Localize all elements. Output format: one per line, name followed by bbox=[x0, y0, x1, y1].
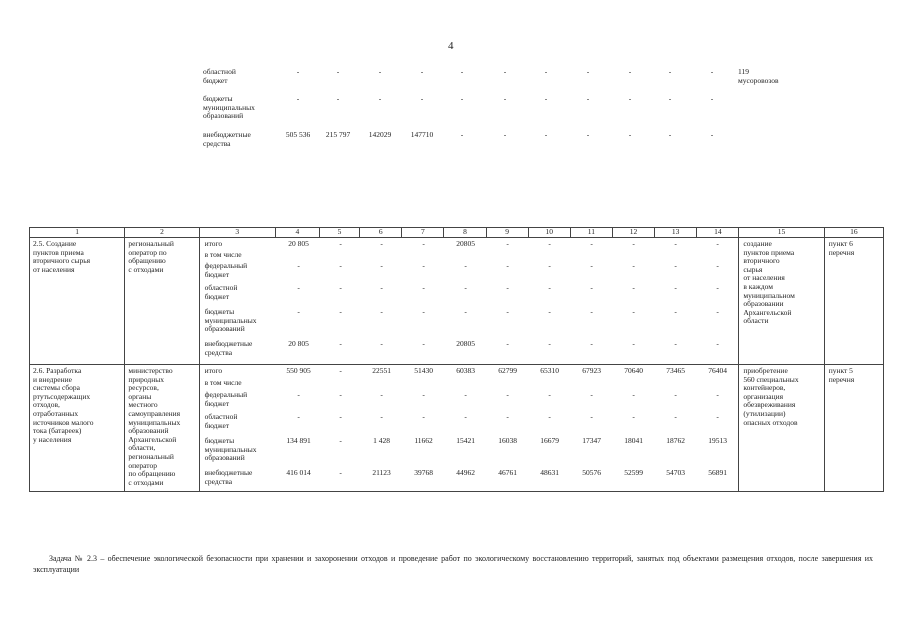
funding-value: - bbox=[716, 239, 719, 248]
continuation-value: 147710 bbox=[410, 130, 434, 139]
funding-lines bbox=[199, 238, 739, 365]
funding-line bbox=[200, 338, 739, 364]
funding-value: - bbox=[297, 412, 300, 421]
funding-value: 46761 bbox=[498, 468, 517, 477]
event-name bbox=[30, 238, 125, 365]
funding-value: - bbox=[380, 261, 383, 270]
column-header: 10 bbox=[528, 228, 570, 238]
funding-value: - bbox=[422, 283, 425, 292]
funding-value: 416 014 bbox=[286, 468, 311, 477]
funding-line bbox=[200, 435, 739, 467]
continuation-value: - bbox=[668, 130, 672, 139]
event-name-text: 2.6. Разработка и внедрение системы сбора ртутьсодержащих отходов, отработанных источников малого тока (батареек) у населения bbox=[33, 366, 94, 444]
funding-value: - bbox=[297, 390, 300, 399]
funding-line bbox=[200, 411, 739, 435]
funding-value: - bbox=[632, 239, 635, 248]
funding-source-label: внебюджетные средства bbox=[204, 339, 253, 357]
funding-value: - bbox=[422, 261, 425, 270]
funding-value: - bbox=[674, 283, 677, 292]
executor-text: региональный оператор по обращению с отходами bbox=[128, 239, 174, 274]
column-header: 7 bbox=[402, 228, 444, 238]
continuation-value: - bbox=[586, 67, 590, 76]
continuation-value: - bbox=[710, 67, 714, 76]
event-name-text: 2.5. Создание пунктов приема вторичного сырья от населения bbox=[33, 239, 91, 274]
funding-value: - bbox=[464, 390, 467, 399]
funding-value: - bbox=[674, 239, 677, 248]
funding-value: - bbox=[422, 239, 425, 248]
funding-value: 73465 bbox=[666, 366, 685, 375]
continuation-value: 142029 bbox=[368, 130, 392, 139]
funding-value: 21123 bbox=[372, 468, 391, 477]
table-row bbox=[30, 238, 884, 365]
continuation-value: - bbox=[460, 67, 464, 76]
funding-value: - bbox=[590, 412, 593, 421]
funding-value: - bbox=[716, 307, 719, 316]
funding-value: - bbox=[590, 390, 593, 399]
funding-value: - bbox=[590, 307, 593, 316]
funding-value: 56891 bbox=[708, 468, 727, 477]
funding-source-label: областной бюджет bbox=[204, 283, 238, 301]
funding-value: 54703 bbox=[666, 468, 685, 477]
event-name bbox=[30, 365, 125, 492]
column-header: 2 bbox=[125, 228, 199, 238]
funding-value: 50576 bbox=[582, 468, 601, 477]
funding-value: 550 905 bbox=[286, 366, 311, 375]
funding-value: - bbox=[632, 339, 635, 348]
column-header: 13 bbox=[655, 228, 697, 238]
funding-value: - bbox=[380, 239, 383, 248]
funding-value: - bbox=[716, 390, 719, 399]
continuation-value: - bbox=[503, 94, 507, 103]
page-number: 4 bbox=[448, 40, 454, 52]
continuation-value: - bbox=[378, 67, 382, 76]
funding-value: - bbox=[339, 412, 342, 421]
list-reference bbox=[824, 365, 883, 492]
funding-value: - bbox=[590, 239, 593, 248]
expected-result bbox=[739, 365, 824, 492]
funding-value: - bbox=[506, 239, 509, 248]
funding-value: - bbox=[380, 283, 383, 292]
funding-value: - bbox=[590, 339, 593, 348]
funding-source-label: федеральный бюджет bbox=[204, 261, 248, 279]
column-header: 8 bbox=[444, 228, 486, 238]
funding-value: 16679 bbox=[540, 436, 559, 445]
column-header: 16 bbox=[824, 228, 883, 238]
column-header: 6 bbox=[360, 228, 402, 238]
column-header: 11 bbox=[570, 228, 612, 238]
funding-value: 18041 bbox=[624, 436, 643, 445]
expected-result-text: создание пунктов приема вторичного сырья от населения в каждом муниципальном образовании Архангельской области bbox=[743, 239, 795, 326]
funding-value: 51430 bbox=[414, 366, 433, 375]
continuation-value: - bbox=[378, 94, 382, 103]
funding-value: 17347 bbox=[582, 436, 601, 445]
funding-source-label: внебюджетные средства bbox=[204, 468, 253, 486]
funding-value: - bbox=[464, 283, 467, 292]
funding-value: 134 891 bbox=[286, 436, 311, 445]
continuation-value: - bbox=[544, 94, 548, 103]
funding-value: - bbox=[464, 412, 467, 421]
funding-value: 67923 bbox=[582, 366, 601, 375]
funding-value: 11662 bbox=[414, 436, 433, 445]
funding-line bbox=[200, 260, 739, 282]
funding-value: - bbox=[674, 339, 677, 348]
funding-value: - bbox=[548, 239, 551, 248]
column-header: 3 bbox=[199, 228, 275, 238]
column-header: 9 bbox=[486, 228, 528, 238]
continuation-value: - bbox=[586, 130, 590, 139]
funding-line bbox=[200, 377, 739, 389]
header-row bbox=[30, 228, 884, 238]
funding-value: - bbox=[506, 283, 509, 292]
funding-value: - bbox=[548, 390, 551, 399]
funding-value: - bbox=[422, 339, 425, 348]
funding-value: - bbox=[548, 339, 551, 348]
continuation-value: - bbox=[628, 130, 632, 139]
funding-value: 48631 bbox=[540, 468, 559, 477]
funding-value: - bbox=[422, 307, 425, 316]
funding-line bbox=[200, 306, 739, 338]
funding-source-label: в том числе bbox=[204, 378, 242, 387]
funding-value: - bbox=[590, 283, 593, 292]
expected-result-text: приобретение 560 специальных контейнеров, организация обезвреживания (утилизации) опасных отходов bbox=[743, 366, 799, 427]
continuation-value: - bbox=[336, 94, 340, 103]
list-reference bbox=[824, 238, 883, 365]
funding-value: - bbox=[464, 307, 467, 316]
funding-line bbox=[200, 249, 739, 260]
continuation-value: - bbox=[460, 130, 464, 139]
funding-line bbox=[200, 389, 739, 411]
continuation-note: 119 мусоровозов bbox=[738, 67, 779, 85]
continuation-value: - bbox=[503, 130, 507, 139]
funding-value: - bbox=[380, 339, 383, 348]
funding-value: - bbox=[339, 436, 342, 445]
funding-value: 39768 bbox=[414, 468, 433, 477]
funding-value: - bbox=[632, 283, 635, 292]
funding-source-label: итого bbox=[204, 239, 223, 248]
funding-value: - bbox=[674, 307, 677, 316]
executor-text: министерство природных ресурсов, органы местного самоуправления муниципальных образований Архангельской области, региональный оператор по обращению с отходами bbox=[128, 366, 181, 487]
funding-value: - bbox=[339, 307, 342, 316]
funding-value: 19513 bbox=[708, 436, 727, 445]
funding-value: - bbox=[506, 307, 509, 316]
funding-value: - bbox=[464, 261, 467, 270]
funding-line bbox=[200, 467, 739, 491]
funding-value: - bbox=[380, 412, 383, 421]
funding-value: - bbox=[506, 261, 509, 270]
funding-value: 44962 bbox=[456, 468, 475, 477]
funding-value: - bbox=[590, 261, 593, 270]
column-header: 12 bbox=[612, 228, 654, 238]
funding-value: - bbox=[339, 283, 342, 292]
continuation-value: - bbox=[628, 67, 632, 76]
funding-value: 15421 bbox=[456, 436, 475, 445]
funding-value: - bbox=[339, 261, 342, 270]
funding-source-label: в том числе bbox=[204, 250, 242, 259]
funding-source-label: итого bbox=[204, 366, 223, 375]
funding-source-label: областной бюджет bbox=[204, 412, 238, 430]
continuation-row-label: областной бюджет bbox=[203, 67, 236, 85]
funding-value: - bbox=[506, 390, 509, 399]
funding-value: 65310 bbox=[540, 366, 559, 375]
funding-value: - bbox=[548, 412, 551, 421]
funding-value: 76404 bbox=[708, 366, 727, 375]
continuation-value: - bbox=[710, 130, 714, 139]
financing-table bbox=[29, 227, 884, 492]
column-header: 4 bbox=[275, 228, 319, 238]
funding-line bbox=[200, 282, 739, 306]
continuation-value: - bbox=[544, 67, 548, 76]
funding-value: - bbox=[632, 307, 635, 316]
funding-value: - bbox=[422, 390, 425, 399]
funding-value: - bbox=[297, 261, 300, 270]
continuation-value: - bbox=[710, 94, 714, 103]
funding-value: - bbox=[716, 339, 719, 348]
funding-value: 20805 bbox=[456, 339, 475, 348]
column-header: 5 bbox=[319, 228, 359, 238]
funding-value: - bbox=[339, 390, 342, 399]
funding-value: - bbox=[548, 283, 551, 292]
continuation-value: - bbox=[420, 94, 424, 103]
funding-value: 52599 bbox=[624, 468, 643, 477]
funding-value: 20805 bbox=[456, 239, 475, 248]
funding-value: - bbox=[716, 412, 719, 421]
column-header: 15 bbox=[739, 228, 824, 238]
funding-value: - bbox=[674, 412, 677, 421]
funding-value: - bbox=[548, 261, 551, 270]
funding-value: - bbox=[506, 412, 509, 421]
funding-value: - bbox=[339, 468, 342, 477]
funding-value: - bbox=[548, 307, 551, 316]
continuation-value: - bbox=[296, 67, 300, 76]
funding-value: - bbox=[506, 339, 509, 348]
list-reference-text: пункт 6 перечня bbox=[828, 239, 855, 257]
funding-value: 20 805 bbox=[288, 339, 309, 348]
continuation-value: - bbox=[460, 94, 464, 103]
funding-value: - bbox=[674, 390, 677, 399]
funding-value: 1 428 bbox=[373, 436, 391, 445]
continuation-value: - bbox=[420, 67, 424, 76]
continuation-value: - bbox=[668, 94, 672, 103]
executor bbox=[125, 365, 199, 492]
table-row bbox=[30, 365, 884, 492]
funding-value: 22551 bbox=[372, 366, 391, 375]
continuation-value: - bbox=[503, 67, 507, 76]
funding-source-label: бюджеты муниципальных образований bbox=[204, 436, 257, 463]
continuation-row-label: бюджеты муниципальных образований bbox=[203, 94, 255, 121]
funding-source-label: федеральный бюджет bbox=[204, 390, 248, 408]
continuation-row-label: внебюджетные средства bbox=[203, 130, 251, 148]
funding-value: 20 805 bbox=[288, 239, 309, 248]
list-reference-text: пункт 5 перечня bbox=[828, 366, 855, 384]
funding-value: - bbox=[632, 261, 635, 270]
funding-value: - bbox=[339, 366, 342, 375]
funding-value: - bbox=[674, 261, 677, 270]
expected-result bbox=[739, 238, 824, 365]
continuation-value: - bbox=[336, 67, 340, 76]
funding-value: - bbox=[339, 239, 342, 248]
continuation-value: - bbox=[628, 94, 632, 103]
continuation-value: - bbox=[296, 94, 300, 103]
funding-value: - bbox=[716, 283, 719, 292]
funding-value: - bbox=[422, 412, 425, 421]
funding-value: - bbox=[339, 339, 342, 348]
funding-lines bbox=[199, 365, 739, 492]
funding-value: 18762 bbox=[666, 436, 685, 445]
funding-line bbox=[200, 238, 739, 249]
continuation-value: 505 536 bbox=[285, 130, 311, 139]
funding-value: 60383 bbox=[456, 366, 475, 375]
funding-value: - bbox=[297, 283, 300, 292]
continuation-value: - bbox=[586, 94, 590, 103]
funding-value: 70640 bbox=[624, 366, 643, 375]
continuation-value: - bbox=[544, 130, 548, 139]
executor bbox=[125, 238, 199, 365]
funding-value: 62799 bbox=[498, 366, 517, 375]
funding-value: - bbox=[632, 412, 635, 421]
column-header: 14 bbox=[697, 228, 739, 238]
continuation-value: - bbox=[668, 67, 672, 76]
funding-value: - bbox=[716, 261, 719, 270]
column-header: 1 bbox=[30, 228, 125, 238]
funding-value: - bbox=[297, 307, 300, 316]
funding-value: - bbox=[632, 390, 635, 399]
funding-value: 16038 bbox=[498, 436, 517, 445]
funding-line bbox=[200, 365, 739, 377]
task-heading: Задача № 2.3 – обеспечение экологической безопасности при хранении и захоронении отходов и проведение работ по экологическому восстановлению территорий, занятых под объектами размещения отходов, после завершения их эксплуатации bbox=[33, 554, 873, 574]
funding-value: - bbox=[380, 390, 383, 399]
funding-source-label: бюджеты муниципальных образований bbox=[204, 307, 257, 334]
funding-value: - bbox=[380, 307, 383, 316]
continuation-value: 215 797 bbox=[325, 130, 351, 139]
